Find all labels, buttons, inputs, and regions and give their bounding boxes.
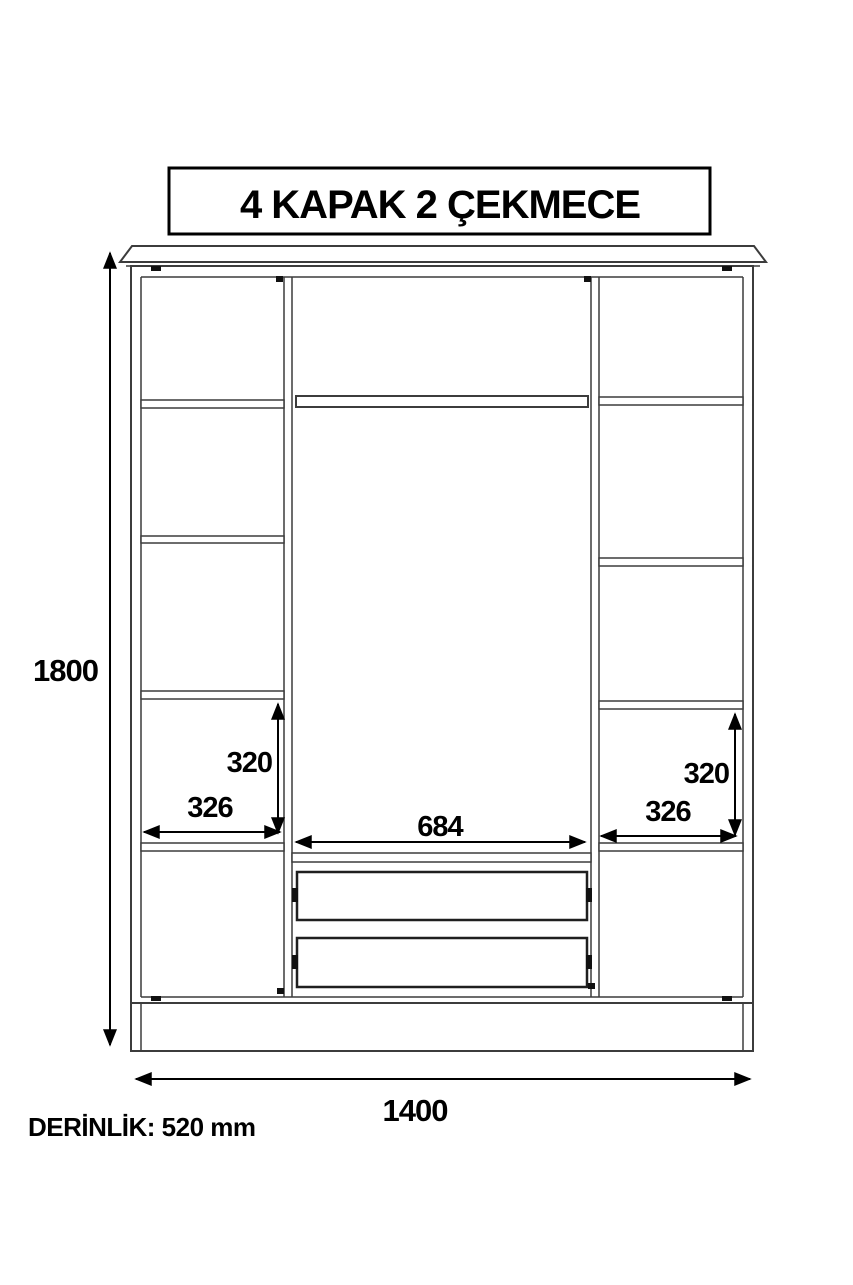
drawer-slide-mark (292, 955, 298, 969)
dim-middle-684-label: 684 (417, 811, 463, 843)
shelf-above-drawers (292, 853, 591, 862)
hinge-mark (151, 266, 161, 271)
depth-note: DERİNLİK: 520 mm (28, 1112, 256, 1142)
hinge-mark (151, 996, 161, 1001)
hinge-mark (722, 266, 732, 271)
shelf-line (599, 701, 743, 709)
drawer-2 (297, 938, 587, 987)
drawer-slide-mark (292, 888, 298, 902)
hanging-rail (296, 396, 588, 407)
drawer-1 (297, 872, 587, 920)
hinge-mark (722, 996, 732, 1001)
shelf-line (141, 691, 284, 699)
dim-right-326-label: 326 (645, 796, 691, 828)
dim-right-320-label: 320 (683, 758, 729, 790)
shelf-line (141, 536, 284, 543)
hinge-mark (584, 276, 591, 282)
drawer-slide-mark (586, 955, 592, 969)
plinth (131, 1003, 753, 1051)
hinge-mark (588, 983, 595, 989)
shelf-line (599, 558, 743, 566)
shelf-line (141, 400, 284, 408)
hinge-mark (276, 276, 283, 282)
dim-left-326-label: 326 (187, 792, 233, 824)
hinge-mark (277, 988, 284, 994)
shelf-line (599, 843, 743, 851)
page-title: 4 KAPAK 2 ÇEKMECE (239, 183, 641, 227)
shelf-line (141, 843, 284, 851)
dim-width-label: 1400 (382, 1093, 448, 1128)
cornice (120, 246, 766, 262)
shelf-line (599, 397, 743, 405)
dim-height-label: 1800 (33, 653, 98, 688)
drawer-slide-mark (586, 888, 592, 902)
dim-left-320-label: 320 (226, 747, 272, 779)
